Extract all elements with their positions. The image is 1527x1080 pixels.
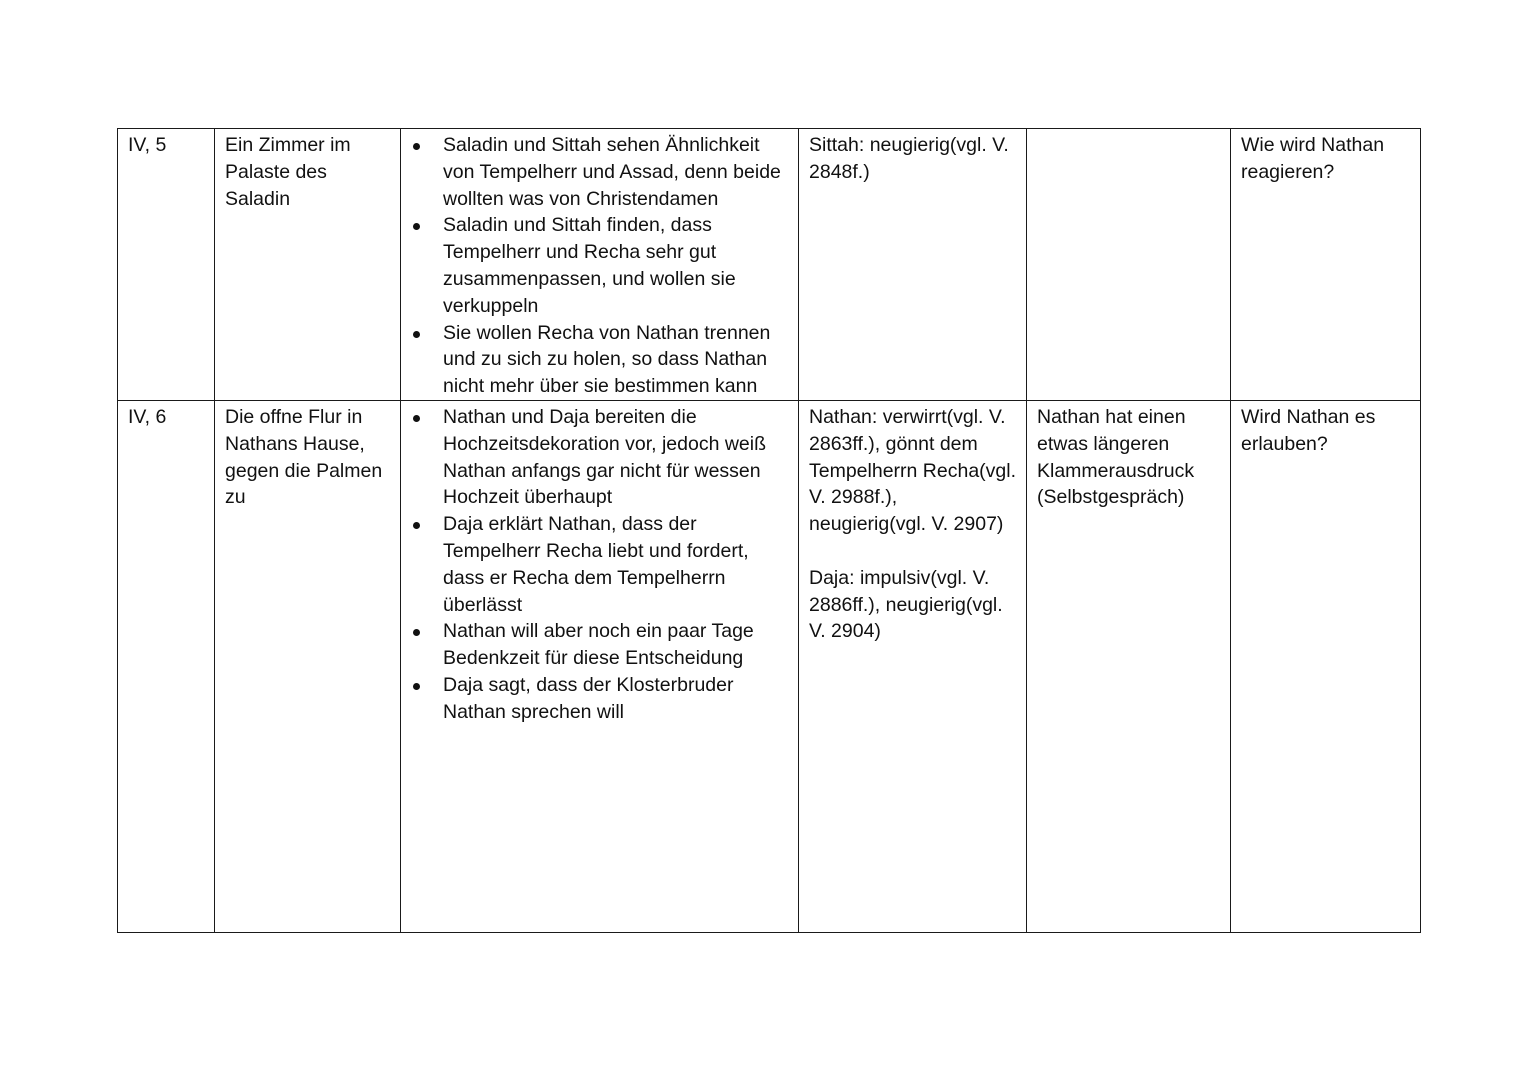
content-cell: [401, 129, 799, 401]
list-item: [411, 618, 789, 672]
table-row: [118, 129, 1421, 401]
content-list: [411, 132, 789, 400]
bullet-icon: [413, 415, 420, 422]
list-item-text: Daja sagt, dass der Klosterbruder Nathan sprechen will: [443, 673, 734, 723]
language-cell: [1027, 129, 1231, 401]
list-item-text: Daja erklärt Nathan, dass der Tempelherr Recha liebt und fordert, dass er Recha dem Tempelherrn überlässt: [443, 513, 749, 616]
characters-cell: [799, 401, 1027, 933]
question-cell: Wird Nathan es erlauben?: [1231, 401, 1421, 933]
content-list: [411, 404, 789, 726]
bullet-icon: [413, 683, 420, 690]
question-cell: Wie wird Nathan reagieren?: [1231, 129, 1421, 401]
bullet-icon: [413, 223, 420, 230]
bullet-icon: [413, 143, 420, 150]
bullet-icon: [413, 629, 420, 636]
character-note: Daja: impulsiv(vgl. V. 2886ff.), neugierig(vgl. V. 2904): [809, 566, 1003, 643]
bullet-icon: [413, 331, 420, 338]
character-note: Sittah: neugierig(vgl. V. 2848f.): [809, 134, 1009, 183]
language-cell: Nathan hat einen etwas längeren Klammerausdruck (Selbstgespräch): [1027, 401, 1231, 933]
list-item: [411, 132, 789, 212]
bullet-icon: [413, 522, 420, 529]
characters-cell: [799, 129, 1027, 401]
list-item: [411, 320, 789, 400]
scene-cell: IV, 6: [118, 401, 215, 933]
scene-cell: IV, 5: [118, 129, 215, 401]
list-item-text: Nathan will aber noch ein paar Tage Bedenkzeit für diese Entscheidung: [443, 620, 754, 670]
list-item-text: Nathan und Daja bereiten die Hochzeitsdekoration vor, jedoch weiß Nathan anfangs gar nicht für wessen Hochzeit überhaupt: [443, 406, 766, 509]
place-cell: Ein Zimmer im Palaste des Saladin: [215, 129, 401, 401]
list-item: [411, 404, 789, 511]
place-cell: Die offne Flur in Nathans Hause, gegen die Palmen zu: [215, 401, 401, 933]
list-item: [411, 511, 789, 618]
list-item-text: Sie wollen Recha von Nathan trennen und zu sich zu holen, so dass Nathan nicht mehr über sie bestimmen kann: [443, 321, 771, 398]
list-item-text: Saladin und Sittah finden, dass Tempelherr und Recha sehr gut zusammenpassen, und wollen sie verkuppeln: [443, 214, 736, 317]
scene-analysis-table: [117, 128, 1421, 933]
content-cell: [401, 401, 799, 933]
table-row: [118, 401, 1421, 933]
list-item-text: Saladin und Sittah sehen Ähnlichkeit von Tempelherr und Assad, denn beide wollten was von Christendamen: [443, 134, 781, 210]
paragraph-gap: [809, 538, 1017, 565]
character-note: Nathan: verwirrt(vgl. V. 2863ff.), gönnt dem Tempelherrn Recha(vgl. V. 2988f.), neugierig(vgl. V. 2907): [809, 406, 1017, 536]
list-item: [411, 672, 789, 726]
list-item: [411, 212, 789, 319]
